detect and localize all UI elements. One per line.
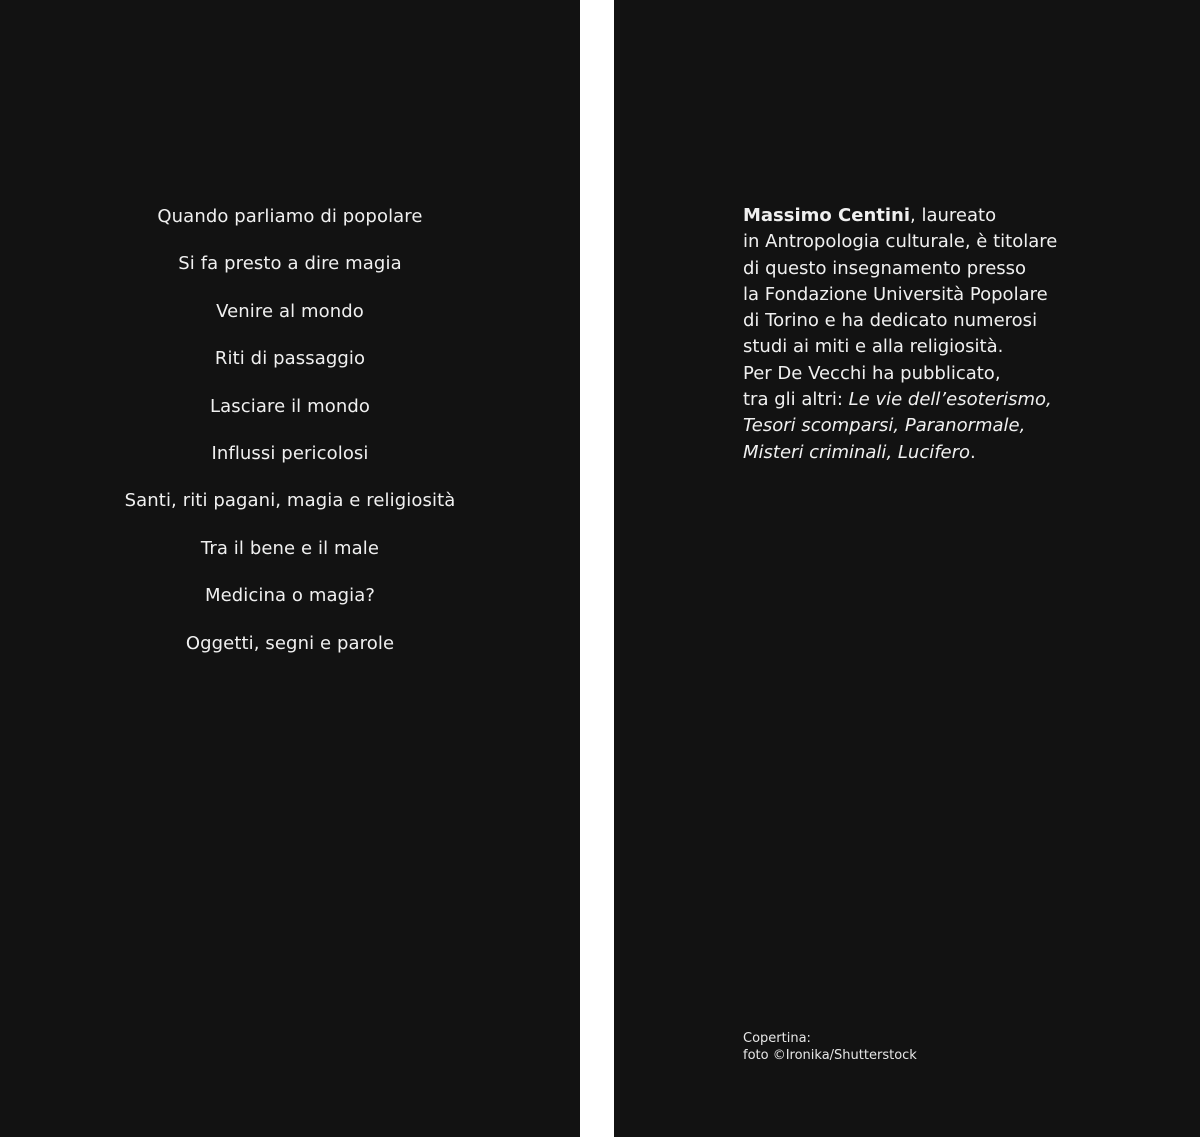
cover-credits <box>743 1031 917 1064</box>
toc-item: Influssi pericolosi <box>211 442 369 464</box>
bio-line: di Torino e ha dedicato numerosi <box>743 310 1038 332</box>
photo-credit: foto ©Ironika/Shutterstock <box>743 1047 917 1063</box>
author-bio <box>743 203 1183 466</box>
bio-text: , laureato <box>910 205 997 226</box>
credits-label: Copertina: <box>743 1031 811 1046</box>
bio-line <box>743 203 1183 229</box>
bio-line <box>743 440 1183 466</box>
toc-item: Tra il bene e il male <box>200 537 380 559</box>
toc-item: Quando parliamo di popolare <box>157 206 423 227</box>
book-titles: Le vie dell’esoterismo, <box>848 389 1052 411</box>
book-titles: Tesori scomparsi, Paranormale, <box>743 415 1026 437</box>
table-of-contents <box>0 202 580 676</box>
bio-text: tra gli altri: <box>743 389 849 411</box>
toc-item: Riti di passaggio <box>214 348 366 370</box>
toc-item: Oggetti, segni e parole <box>185 632 395 654</box>
bio-line <box>743 413 1183 439</box>
bio-line: studi ai miti e alla religiosità. <box>743 336 1004 358</box>
bio-line: in Antropologia culturale, è titolare <box>743 231 1058 253</box>
author-name: Massimo Centini <box>743 205 911 226</box>
bio-line: Per De Vecchi ha pubblicato, <box>743 362 1001 384</box>
bio-line: di questo insegnamento presso <box>743 257 1027 279</box>
toc-item: Venire al mondo <box>216 300 364 322</box>
left-panel <box>0 0 580 1137</box>
bio-line: la Fondazione Università Popolare <box>743 283 1048 305</box>
bio-line <box>743 387 1183 413</box>
bio-text: . <box>970 441 976 463</box>
toc-item: Santi, riti pagani, magia e religiosità <box>124 490 456 512</box>
toc-item: Lasciare il mondo <box>210 395 370 417</box>
book-titles: Misteri criminali, Lucifero <box>743 441 971 463</box>
toc-item: Medicina o magia? <box>204 585 376 607</box>
right-panel <box>614 0 1200 1137</box>
toc-item: Si fa presto a dire magia <box>178 253 402 275</box>
